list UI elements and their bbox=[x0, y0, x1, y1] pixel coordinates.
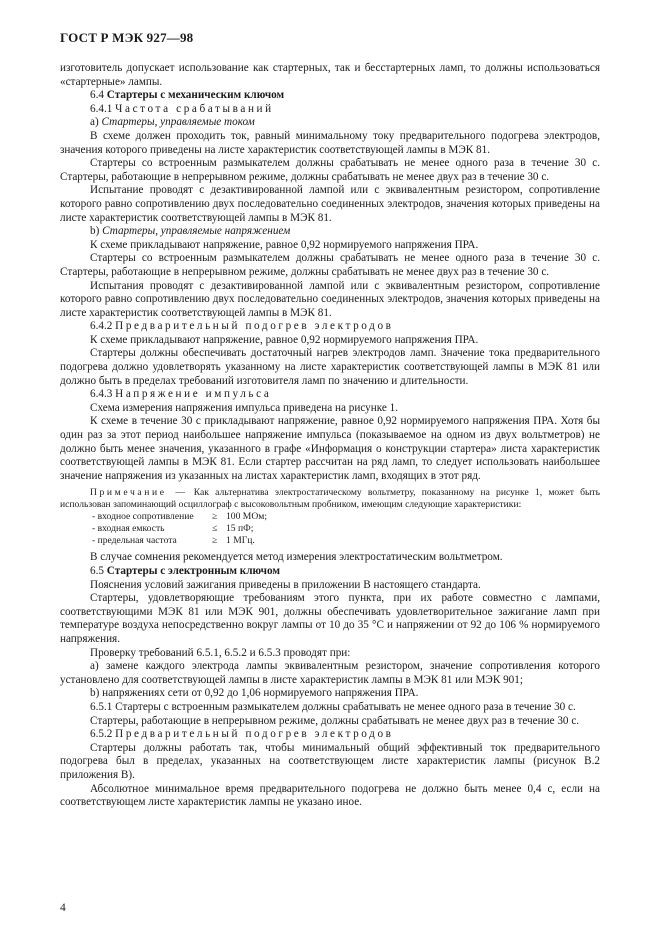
paragraph: Проверку требований 6.5.1, 6.5.2 и 6.5.3 проводят при: bbox=[90, 646, 351, 659]
paragraph: Абсолютное минимальное время предварительного подогрева не должно быть менее 0,4 с, если на соответствующем листе характеристик лампы не указано иное. bbox=[60, 782, 600, 809]
item-label: а) bbox=[90, 116, 99, 129]
paragraph: К схеме прикладывают напряжение, равное 0,92 нормируемого напряжения ПРА. bbox=[90, 238, 479, 251]
note-list-item: - входное сопротивление ≥ 100 МОм; bbox=[92, 511, 267, 523]
paragraph: 6.5.1 Стартеры с встроенным размыкателем должны срабатывать не менее одного раза в течение 30 с. bbox=[90, 700, 576, 713]
paragraph: Испытание проводят с дезактивированной лампой или с эквивалентным резистором, сопротивление которого равно сопротивлению двух последовательно соединенных электродов, значения которых приведены на листе характеристик соответствующей лампы в МЭК 81. bbox=[60, 184, 600, 224]
paragraph: Схема измерения напряжения импульса приведена на рисунке 1. bbox=[90, 401, 399, 414]
section-heading-6-4 bbox=[60, 89, 600, 103]
subsection-heading-a bbox=[60, 116, 600, 130]
paragraph: Стартеры должны обеспечивать достаточный нагрев электродов ламп. Значение тока предварительного подогрева должно удовлетворять указанному на листе характеристик соответствующей лампы в МЭК 81 или должно быть в пределах требований изготовителя ламп по значению и длительности. bbox=[60, 347, 600, 387]
section-number: 6.4.2 bbox=[90, 320, 113, 333]
paragraph: Испытания проводят с дезактивированной лампой или с эквивалентным резистором, сопротивление которого равно сопротивлению двух последовательно соединенных электродов, значения которых приведены на листе характеристик соответствующей лампы в МЭК 81. bbox=[60, 279, 600, 319]
section-title: Стартеры с электронным ключом bbox=[106, 565, 280, 577]
paragraph: а) замене каждого электрода лампы эквивалентным резистором, значение сопротивления которого установлено для соответствующей лампы в листе характеристик лампы в МЭК 81 или МЭК 901; bbox=[60, 660, 600, 686]
paragraph: Стартеры, удовлетворяющие требованиям этого пункта, при их работе совместно с лампами, соответствующими МЭК 81 или МЭК 901, должны обеспечивать удовлетворительное зажигание ламп при температуре воздуха непосредственно вокруг лампы от 10 до 35 °С и напряжении от 92 до 106 % нормируемого напряжения. bbox=[60, 592, 600, 645]
paragraph: В случае сомнения рекомендуется метод измерения электростатическим вольтметром. bbox=[90, 551, 503, 564]
paragraph: В схеме должен проходить ток, равный минимальному току предварительного подогрева электродов, значения которого приведены на листе характеристик соответствующей лампы в МЭК 81. bbox=[60, 129, 600, 156]
section-title: Предварительный подогрев электродов bbox=[115, 320, 394, 333]
note-text: Как альтернатива электростатическому вольтметру, показанному на рисунке 1, может быть использован запоминающий осциллограф с высоковольтным пробником, имеющим следующие характеристики: bbox=[60, 487, 600, 511]
section-title: Предварительный подогрев электродов bbox=[115, 728, 394, 741]
note-list-item: - предельная частота ≥ 1 МГц. bbox=[92, 535, 255, 547]
note-label: Примечание — bbox=[90, 487, 188, 499]
section-number: 6.5 bbox=[90, 565, 104, 577]
section-heading-6-4-2 bbox=[60, 320, 600, 334]
section-heading-6-4-1 bbox=[60, 103, 600, 117]
section-number: 6.4.1 bbox=[90, 102, 113, 115]
section-number: 6.4.3 bbox=[90, 388, 113, 401]
section-title: Стартеры с механическим ключом bbox=[106, 89, 285, 102]
section-number: 6.4 bbox=[90, 89, 104, 102]
paragraph: Стартеры должны работать так, чтобы минимальный общий эффективный ток предварительного подогрева был в пределах, указанных на соответствующем листе характеристик лампы (рисунок В.2 приложения В). bbox=[60, 741, 600, 781]
paragraph: Стартеры со встроенным размыкателем должны срабатывать не менее одного раза в течение 30 с. Стартеры, работающие в непрерывном режиме, должны срабатывать не менее двух раз в течение 30 с. bbox=[60, 157, 600, 183]
subsection-heading-b bbox=[60, 225, 600, 239]
document-body bbox=[60, 62, 600, 810]
note-list bbox=[60, 511, 600, 547]
paragraph: изготовитель допускает использование как стартерных, так и бесстартерных ламп, то должны использоваться «стартерные» лампы. bbox=[60, 62, 600, 88]
item-label: b) bbox=[90, 225, 100, 238]
section-heading-6-5 bbox=[60, 565, 600, 579]
subsection-title: Стартеры, управляемые током bbox=[101, 116, 255, 129]
section-heading-6-4-3 bbox=[60, 388, 600, 402]
paragraph: К схеме в течение 30 с прикладывают напряжение, равное 0,92 нормируемого напряжения ПРА. Хотя бы один раз за этот период наибольшее напряжение импульса (показываемое на одном из двух вольтметров) не должно быть менее значения, указанного в графе «Информация о конструкции стартера» листа характеристик соответствующей лампы в МЭК 81. Если стартер рассчитан на ряд ламп, то следует использовать наибольшее значение напряжения из указанных на листах характеристик ламп, входящих в этот ряд. bbox=[60, 415, 600, 482]
note-list-item: - входная емкость ≤ 15 пФ; bbox=[92, 523, 254, 535]
paragraph: К схеме прикладывают напряжение, равное 0,92 нормируемого напряжения ПРА. bbox=[90, 333, 479, 346]
subsection-title: Стартеры, управляемые напряжением bbox=[102, 225, 291, 238]
document-header: ГОСТ Р МЭК 927—98 bbox=[60, 30, 194, 45]
section-title: Напряжение импульса bbox=[115, 388, 272, 401]
note bbox=[60, 487, 600, 511]
section-heading-6-5-2 bbox=[60, 728, 600, 742]
paragraph: Стартеры, работающие в непрерывном режиме, должны срабатывать не менее двух раз в течение 30 с. bbox=[90, 714, 580, 727]
page-number: 4 bbox=[60, 902, 66, 914]
paragraph: Пояснения условий зажигания приведены в приложении В настоящего стандарта. bbox=[90, 578, 481, 591]
paragraph: Стартеры со встроенным размыкателем должны срабатывать не менее одного раза в течение 30 с. Стартеры, работающие в непрерывном режиме, должны срабатывать не менее двух раз в течение 30 с. bbox=[60, 252, 600, 278]
section-number: 6.5.2 bbox=[90, 728, 113, 741]
section-title: Частота срабатываний bbox=[115, 102, 274, 115]
paragraph: b) напряжениях сети от 0,92 до 1,06 нормируемого напряжения ПРА. bbox=[90, 687, 419, 700]
